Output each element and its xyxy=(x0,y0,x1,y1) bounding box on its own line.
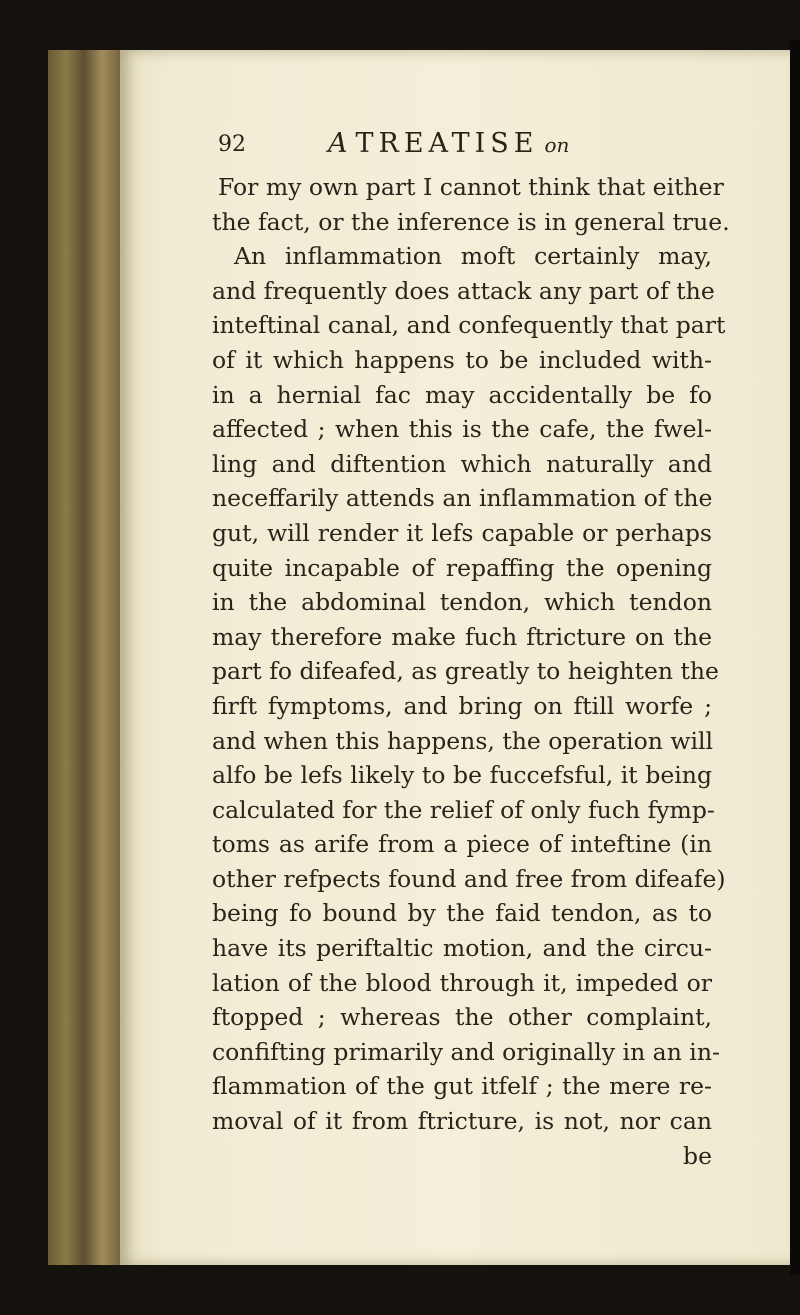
text-line: part fo difeafed, as greatly to heighten the xyxy=(212,657,719,686)
text-line: quite incapable of repaffing the opening xyxy=(212,553,712,582)
text-line: affected ; when this is the cafe, the fwel- xyxy=(212,415,712,444)
text-line: other refpects found and free from difeafe) xyxy=(212,864,726,893)
text-line: in the abdominal tendon, which tendon xyxy=(212,588,712,617)
running-title xyxy=(328,128,569,159)
text-line: An inflammation moft certainly may, xyxy=(234,242,712,271)
page-border xyxy=(790,40,800,1275)
page-number: 92 xyxy=(218,132,246,157)
text-line: alfo be lefs likely to be fuccefsful, it being xyxy=(212,761,712,790)
text-line: may therefore make fuch ftricture on the xyxy=(212,622,712,651)
text-line: have its periftaltic motion, and the circu- xyxy=(212,934,712,963)
text-line: being fo bound by the faid tendon, as to xyxy=(212,899,712,928)
running-header xyxy=(218,128,718,172)
text-line: ftopped ; whereas the other complaint, xyxy=(212,1003,712,1032)
title-article: A xyxy=(328,128,348,159)
text-line: toms as arife from a piece of inteftine (in xyxy=(212,830,712,859)
text-line: of it which happens to be included with- xyxy=(212,345,712,374)
text-line: moval of it from ftricture, is not, nor can xyxy=(212,1107,712,1136)
title-word: TREATISE xyxy=(355,128,539,159)
catchword: be xyxy=(683,1141,712,1170)
text-line: and frequently does attack any part of the xyxy=(212,276,715,305)
text-line: flammation of the gut itfelf ; the mere re- xyxy=(212,1072,712,1101)
text-line: firft fymptoms, and bring on ftill worfe ; xyxy=(212,691,712,720)
title-on: on xyxy=(544,133,570,157)
text-line: neceffarily attends an inflammation of the xyxy=(212,484,713,513)
text-line: inteftinal canal, and confequently that part xyxy=(212,311,726,340)
text-line: lation of the blood through it, impeded or xyxy=(212,968,712,997)
text-line: in a hernial fac may accidentally be fo xyxy=(212,380,712,409)
text-line: gut, will render it lefs capable or perhaps xyxy=(212,518,712,547)
text-line: ling and diftention which naturally and xyxy=(212,449,712,478)
text-line: and when this happens, the operation will xyxy=(212,726,713,755)
text-line: the fact, or the inference is in general true. xyxy=(212,207,730,236)
text-line: calculated for the relief of only fuch fymp- xyxy=(212,795,715,824)
text-line: confifting primarily and originally in an in- xyxy=(212,1037,720,1066)
text-line: For my own part I cannot think that either xyxy=(218,173,724,201)
body-text xyxy=(212,170,730,1173)
